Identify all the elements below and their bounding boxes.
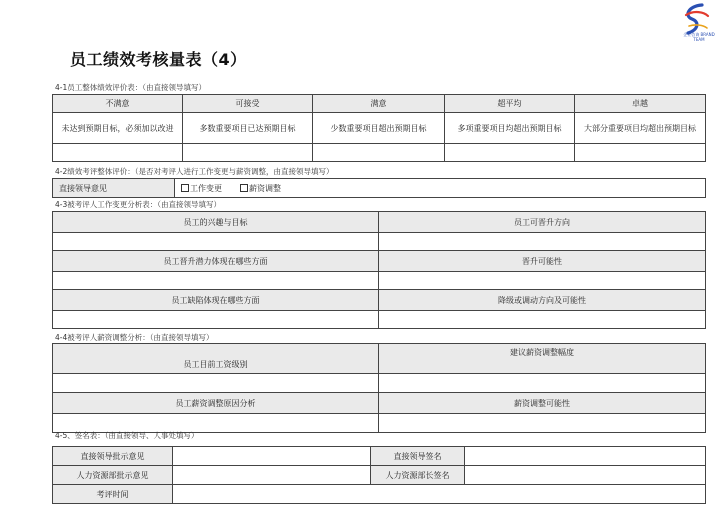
- rating-header-excellent: 卓越: [575, 95, 706, 113]
- adjustment-possibility-cell[interactable]: [379, 414, 706, 433]
- suggested-adjustment-header: 建议薪资调整幅度: [379, 344, 706, 374]
- promotion-possibility-header: 晋升可能性: [379, 251, 706, 272]
- hr-head-signature-cell[interactable]: [465, 466, 706, 485]
- promotion-direction-cell[interactable]: [379, 233, 706, 251]
- rating-cell-excellent[interactable]: [575, 144, 706, 162]
- promotion-direction-header: 员工可晋升方向: [379, 212, 706, 233]
- rating-desc-satisfied: 少数重要项目超出预期目标: [313, 113, 445, 144]
- rating-cell-above-average[interactable]: [445, 144, 575, 162]
- rating-cell-satisfied[interactable]: [313, 144, 445, 162]
- promotion-possibility-cell[interactable]: [379, 272, 706, 290]
- manager-opinion-label: 直接领导意见: [53, 179, 175, 198]
- current-salary-level-header: 员工目前工资级别: [53, 344, 379, 374]
- adjustment-possibility-header: 薪资调整可能性: [379, 393, 706, 414]
- rating-desc-excellent: 大部分重要项目均超出预期目标: [575, 113, 706, 144]
- salary-adjust-label: 薪资调整: [249, 183, 281, 193]
- promotion-potential-header: 员工晋升潜力体现在哪些方面: [53, 251, 379, 272]
- section-4-1-heading: 4-1员工整体绩效评价表：（由直接领导填写）: [55, 83, 206, 92]
- evaluation-time-cell[interactable]: [173, 485, 706, 504]
- promotion-potential-cell[interactable]: [53, 272, 379, 290]
- employee-interest-goals-header: 员工的兴趣与目标: [53, 212, 379, 233]
- hr-instruction-label: 人力资源部批示意见: [53, 466, 173, 485]
- demotion-transfer-header: 降级或调动方向及可能性: [379, 290, 706, 311]
- rating-desc-above-average: 多项重要项目均超出预期目标: [445, 113, 575, 144]
- salary-adjust-checkbox[interactable]: [240, 184, 248, 192]
- manager-signature-cell[interactable]: [465, 447, 706, 466]
- rating-desc-unsatisfied: 未达到预期目标，必须加以改进: [53, 113, 183, 144]
- current-salary-level-cell[interactable]: [53, 374, 379, 393]
- rating-cell-acceptable[interactable]: [183, 144, 313, 162]
- employee-interest-goals-cell[interactable]: [53, 233, 379, 251]
- job-change-label: 工作变更: [190, 183, 222, 193]
- demotion-transfer-cell[interactable]: [379, 311, 706, 329]
- rating-header-satisfied: 满意: [313, 95, 445, 113]
- job-change-checkbox[interactable]: [181, 184, 189, 192]
- rating-header-above-average: 超平均: [445, 95, 575, 113]
- manager-instruction-cell[interactable]: [173, 447, 371, 466]
- employee-defects-cell[interactable]: [53, 311, 379, 329]
- rating-header-acceptable: 可接受: [183, 95, 313, 113]
- rating-cell-unsatisfied[interactable]: [53, 144, 183, 162]
- overall-evaluation-table: [52, 94, 706, 162]
- signature-table: [52, 446, 706, 504]
- salary-adjustment-table: [52, 343, 706, 433]
- suggested-adjustment-cell[interactable]: [379, 374, 706, 393]
- hr-head-signature-label: 人力资源部长签名: [371, 466, 465, 485]
- rating-header-unsatisfied: 不满意: [53, 95, 183, 113]
- employee-defects-header: 员工缺陷体现在哪些方面: [53, 290, 379, 311]
- manager-opinion-table: [52, 178, 706, 198]
- section-4-2-heading: 4-2绩效考评整体评价：（是否对考评人进行工作变更与薪资调整，由直接领导填写）: [55, 167, 334, 176]
- evaluation-time-label: 考评时间: [53, 485, 173, 504]
- manager-signature-label: 直接领导签名: [371, 447, 465, 466]
- section-4-4-heading: 4-4被考评人薪资调整分析：（由直接领导填写）: [55, 333, 214, 342]
- job-change-analysis-table: [52, 211, 706, 329]
- manager-instruction-label: 直接领导批示意见: [53, 447, 173, 466]
- page-title: 员工绩效考核量表（4）: [70, 50, 247, 69]
- adjustment-reason-header: 员工薪资调整原因分析: [53, 393, 379, 414]
- company-logo-text: 企业咨询 BRAND TEAM: [683, 32, 715, 42]
- hr-instruction-cell[interactable]: [173, 466, 371, 485]
- manager-opinion-options: [175, 179, 706, 198]
- section-4-5-heading: 4-5、签名表：（由直接领导、人事处填写）: [55, 431, 199, 440]
- rating-desc-acceptable: 多数重要项目已达预期目标: [183, 113, 313, 144]
- section-4-3-heading: 4-3被考评人工作变更分析表：（由直接领导填写）: [55, 200, 221, 209]
